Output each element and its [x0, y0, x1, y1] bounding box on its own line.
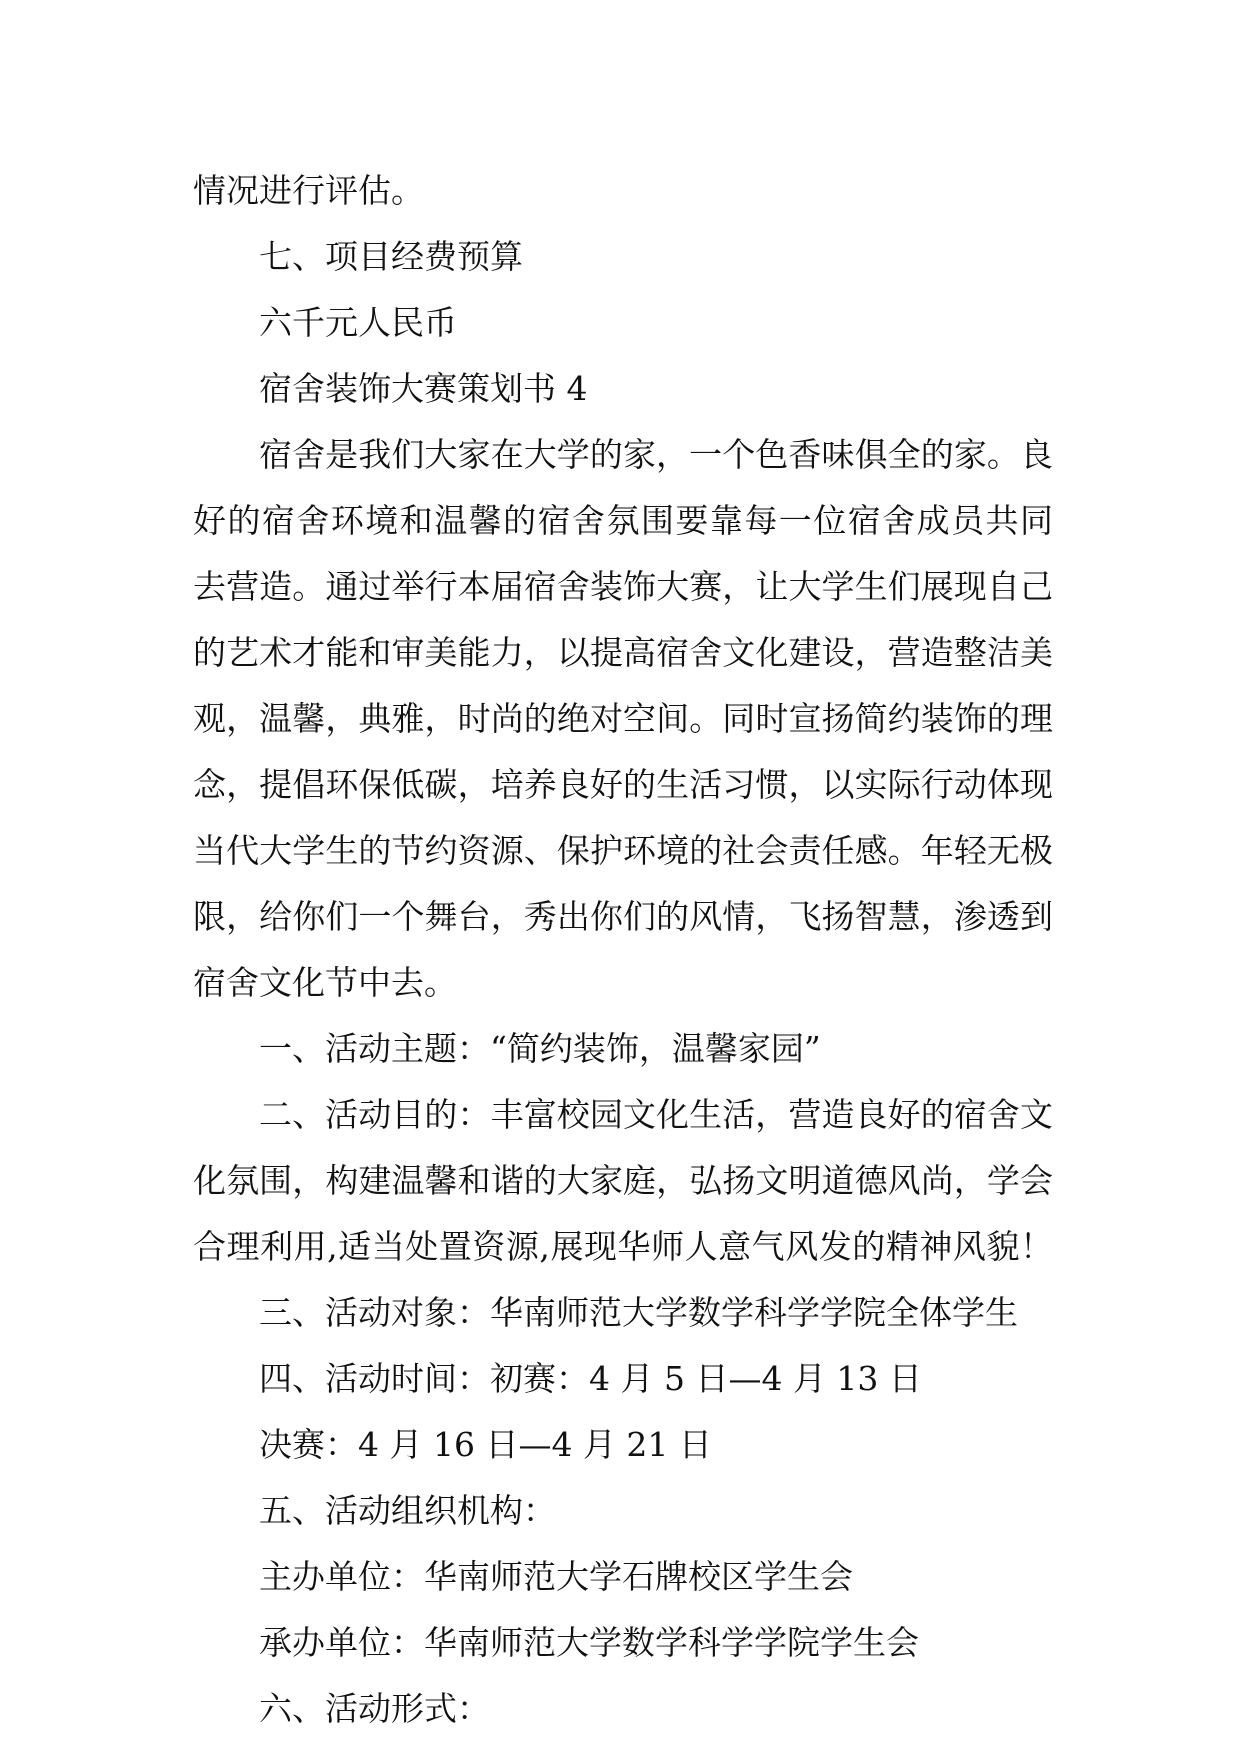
paragraph-line: 合理利用,适当处置资源,展现华师人意气风发的精神风貌！: [193, 1227, 1053, 1266]
paragraph-line: 二、活动目的：丰富校园文化生活，营造良好的宿舍文: [259, 1095, 1053, 1134]
paragraph-line: 宿舍是我们大家在大学的家，一个色香味俱全的家。良: [259, 435, 1053, 474]
paragraph-line: 化氛围，构建温馨和谐的大家庭，弘扬文明道德风尚，学会: [193, 1161, 1053, 1200]
section-heading: 三、活动对象：华南师范大学数学科学学院全体学生: [259, 1293, 1018, 1332]
paragraph-line: 的艺术才能和审美能力，以提高宿舍文化建设，营造整洁美: [193, 633, 1053, 672]
text-line: 六千元人民币: [259, 303, 457, 342]
section-heading: 五、活动组织机构：: [259, 1491, 556, 1530]
document-title: 宿舍装饰大赛策划书 4: [259, 369, 588, 408]
text-line: 承办单位：华南师范大学数学科学学院学生会: [259, 1623, 919, 1662]
paragraph-line: 好的宿舍环境和温馨的宿舍氛围要靠每一位宿舍成员共同: [193, 501, 1053, 540]
section-heading: 六、活动形式：: [259, 1689, 490, 1728]
text-line: 情况进行评估。: [193, 171, 424, 210]
document-body: [193, 158, 1053, 1742]
paragraph-line: 宿舍文化节中去。: [193, 963, 457, 1002]
paragraph-line: 念，提倡环保低碳，培养良好的生活习惯，以实际行动体现: [193, 765, 1053, 804]
text-line: 决赛：4 月 16 日—4 月 21 日: [259, 1425, 712, 1464]
paragraph-line: 限，给你们一个舞台，秀出你们的风情，飞扬智慧，渗透到: [193, 897, 1053, 936]
text-line: 主办单位：华南师范大学石牌校区学生会: [259, 1557, 853, 1596]
paragraph-line: 去营造。通过举行本届宿舍装饰大赛，让大学生们展现自己: [193, 567, 1053, 606]
paragraph-line: 当代大学生的节约资源、保护环境的社会责任感。年轻无极: [193, 831, 1053, 870]
paragraph-line: 观，温馨，典雅，时尚的绝对空间。同时宣扬简约装饰的理: [193, 699, 1053, 738]
section-heading: 四、活动时间：初赛：4 月 5 日—4 月 13 日: [259, 1359, 922, 1398]
section-heading: 七、项目经费预算: [259, 237, 523, 276]
section-heading: 一、活动主题：“简约装饰，温馨家园”: [259, 1029, 821, 1068]
